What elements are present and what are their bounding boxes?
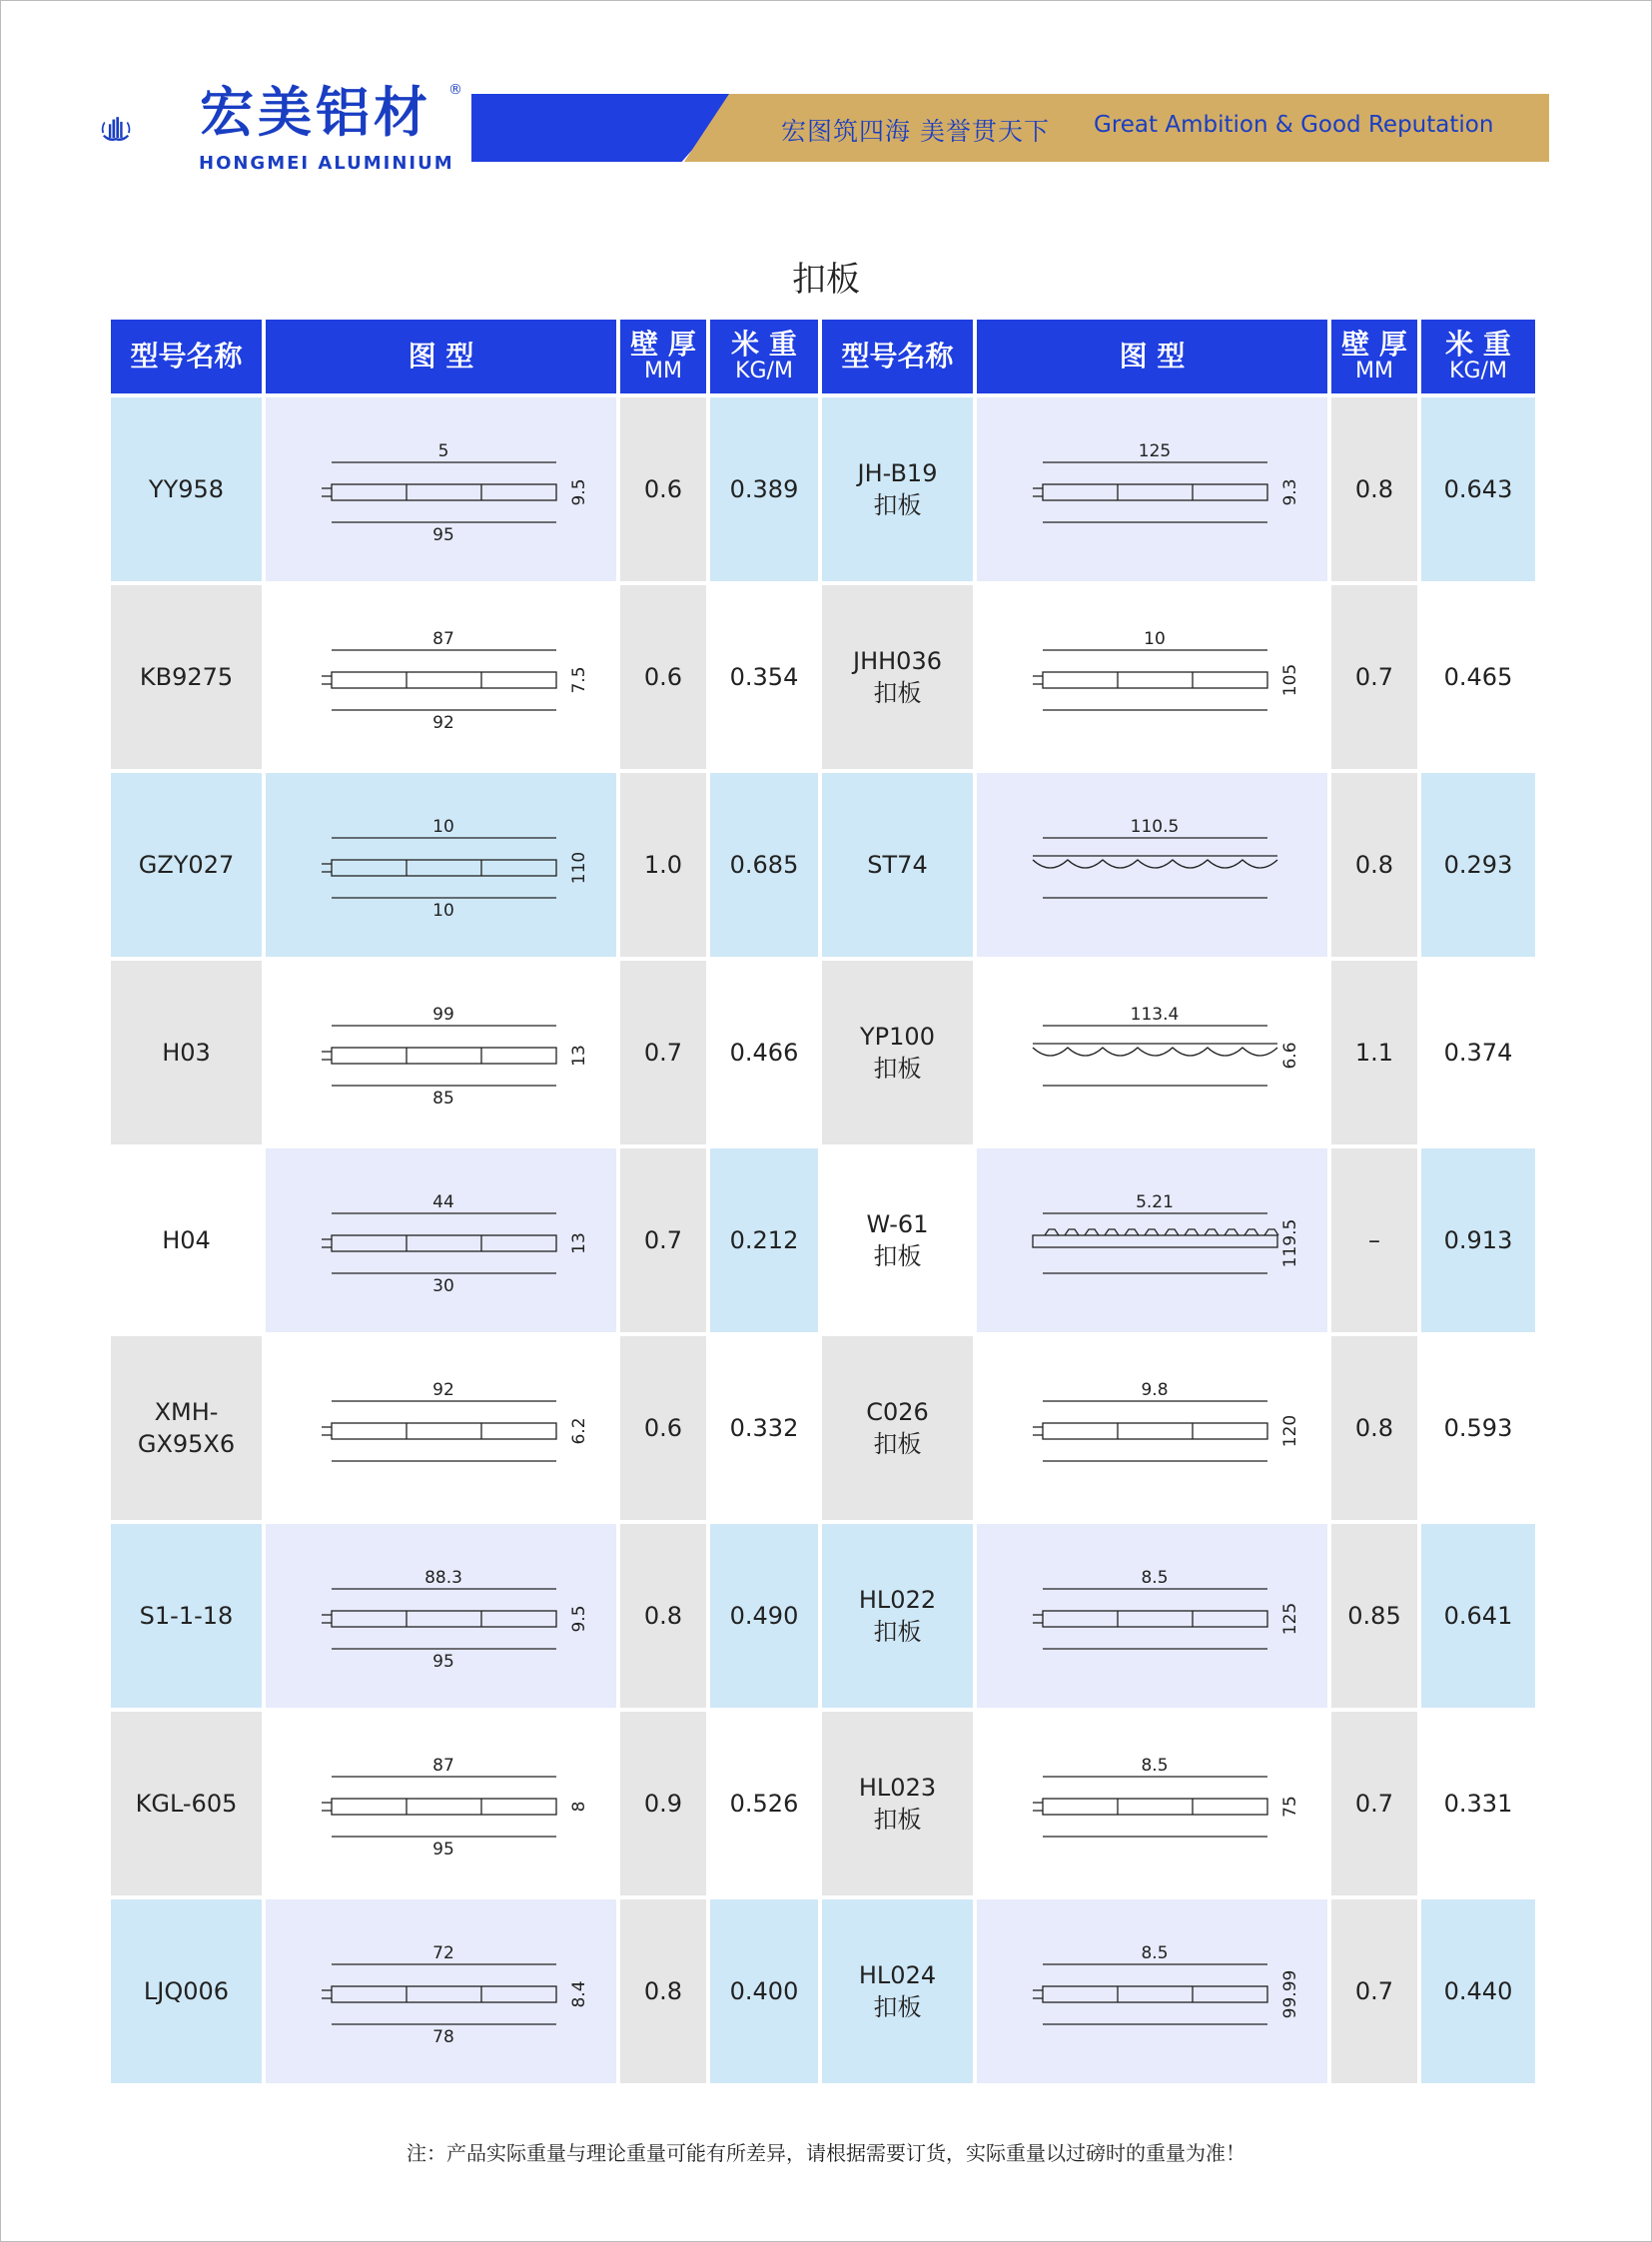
- weight-cell: [1421, 1712, 1539, 1899]
- profile-body: [332, 1423, 556, 1439]
- weight-cell-text: 0.685: [729, 851, 799, 879]
- profile-drawing: [993, 790, 1312, 940]
- dimension-label: 8.5: [1140, 1943, 1169, 1963]
- dimension-label: 125: [1138, 441, 1171, 461]
- profile-rib: [1205, 1229, 1219, 1235]
- weight-cell-text: 0.293: [1443, 851, 1513, 879]
- thickness-cell: [620, 585, 710, 773]
- profile-drawing-cell: [977, 1712, 1331, 1899]
- profile-drawing: [993, 414, 1312, 564]
- profile-body: [1043, 1799, 1267, 1815]
- dimension-label: 110: [568, 851, 589, 885]
- dimension-label: 110.5: [1130, 817, 1179, 837]
- dimension-label: 9.5: [568, 1605, 589, 1633]
- profile-body: [332, 484, 556, 500]
- model-type: 扣板: [873, 1993, 922, 2021]
- profile-drawing-cell: [977, 1148, 1331, 1336]
- profile-rib: [1065, 1229, 1079, 1235]
- profile-drawing: [282, 790, 601, 940]
- thickness-cell: [1331, 585, 1421, 773]
- model-name-cell: [822, 1524, 977, 1712]
- header-figure: 图 型: [977, 320, 1331, 397]
- thickness-cell-text: 0.6: [643, 475, 683, 503]
- header-weight: 米 重 KG/M: [1421, 320, 1539, 397]
- model-name-cell: [111, 1524, 266, 1712]
- thickness-cell-text: 1.1: [1354, 1039, 1394, 1067]
- model-name: XMH-GX95X6: [137, 1397, 236, 1458]
- model-type: 扣板: [873, 1806, 922, 1834]
- weight-cell: [1421, 1148, 1539, 1336]
- model-name-cell: [111, 1148, 266, 1336]
- dimension-label: 8.5: [1140, 1568, 1169, 1588]
- model-name-cell: [822, 1336, 977, 1524]
- profile-drawing-cell: [266, 1148, 620, 1336]
- model-name: W-61: [866, 1209, 929, 1238]
- weight-cell-text: 0.374: [1443, 1039, 1513, 1067]
- model-name: H04: [162, 1225, 211, 1254]
- dimension-label: 10: [431, 901, 454, 921]
- thickness-cell-text: 1.0: [643, 851, 683, 879]
- model-name-cell: [111, 961, 266, 1148]
- model-name-cell: [822, 773, 977, 961]
- thickness-cell: [1331, 1336, 1421, 1524]
- profile-drawing: [993, 1353, 1312, 1503]
- profile-body: [1043, 1986, 1267, 2002]
- weight-cell-text: 0.643: [1443, 475, 1513, 503]
- thickness-cell: [620, 397, 710, 585]
- dimension-label: 119.5: [1279, 1218, 1300, 1268]
- profile-outline: [1033, 860, 1277, 868]
- profile-drawing: [993, 1729, 1312, 1878]
- thickness-cell-text: 0.8: [643, 1977, 683, 2005]
- dimension-label: 9.5: [568, 478, 589, 506]
- dimension-label: 44: [431, 1192, 454, 1212]
- dimension-label: 92: [431, 713, 454, 733]
- thickness-cell: [620, 773, 710, 961]
- model-name: KB9275: [139, 662, 234, 691]
- model-type: 扣板: [873, 1430, 922, 1458]
- weight-cell: [1421, 397, 1539, 585]
- profile-drawing-cell: [977, 397, 1331, 585]
- dimension-label: 30: [431, 1276, 454, 1296]
- dimension-label: 85: [431, 1089, 454, 1109]
- weight-cell-text: 0.466: [729, 1039, 799, 1067]
- profile-outline: [1033, 1048, 1277, 1056]
- model-name-cell: [111, 1899, 266, 2087]
- profile-rib: [1225, 1229, 1239, 1235]
- profile-drawing: [282, 602, 601, 752]
- profile-drawing-cell: [977, 773, 1331, 961]
- weight-cell-text: 0.465: [1443, 663, 1513, 691]
- weight-cell: [1421, 585, 1539, 773]
- profile-drawing-cell: [266, 961, 620, 1148]
- model-name-cell: [822, 961, 977, 1148]
- weight-cell-text: 0.641: [1443, 1602, 1513, 1630]
- dimension-label: 8.4: [568, 1980, 589, 2008]
- weight-cell: [1421, 1524, 1539, 1712]
- model-name: GZY027: [138, 850, 235, 879]
- profile-drawing: [282, 1353, 601, 1503]
- model-name: HL024: [858, 1960, 937, 1989]
- profile-body: [332, 1048, 556, 1064]
- dimension-label: 9.8: [1140, 1380, 1169, 1400]
- profile-drawing: [282, 1916, 601, 2066]
- model-name: H03: [162, 1038, 211, 1067]
- dimension-label: 7.5: [568, 666, 589, 694]
- thickness-cell: [1331, 961, 1421, 1148]
- dimension-label: 95: [431, 525, 454, 545]
- dimension-label: 120: [1279, 1414, 1300, 1448]
- model-type: 扣板: [873, 1055, 922, 1083]
- model-name-cell: [111, 773, 266, 961]
- dimension-label: 6.6: [1279, 1042, 1300, 1070]
- weight-cell: [1421, 1336, 1539, 1524]
- dimension-label: 72: [431, 1943, 454, 1963]
- profile-drawing: [993, 978, 1312, 1127]
- profile-rib: [1145, 1229, 1159, 1235]
- weight-cell: [710, 1524, 822, 1712]
- dimension-label: 125: [1279, 1602, 1300, 1636]
- weight-cell-text: 0.526: [729, 1790, 799, 1818]
- thickness-cell-text: 0.6: [643, 663, 683, 691]
- thickness-cell: [1331, 1712, 1421, 1899]
- dimension-label: 6.2: [568, 1417, 589, 1445]
- weight-cell: [710, 1899, 822, 2087]
- header-model: 型号名称: [822, 320, 977, 397]
- thickness-cell: [1331, 1899, 1421, 2087]
- weight-cell-text: 0.593: [1443, 1414, 1513, 1442]
- model-type: 扣板: [873, 679, 922, 707]
- profile-rib: [1045, 1229, 1059, 1235]
- profile-body: [332, 1611, 556, 1627]
- profile-rib: [1085, 1229, 1099, 1235]
- weight-cell: [710, 1148, 822, 1336]
- profile-drawing: [993, 602, 1312, 752]
- footer-note: 注：产品实际重量与理论重量可能有所差异，请根据需要订货，实际重量以过磅时的重量为准！: [407, 2141, 1245, 2165]
- profile-table: [111, 320, 1539, 2095]
- weight-cell-text: 0.354: [729, 663, 799, 691]
- model-name-cell: [111, 585, 266, 773]
- profile-body: [1033, 1235, 1277, 1247]
- weight-cell-text: 0.331: [1443, 1790, 1513, 1818]
- profile-drawing-cell: [266, 1899, 620, 2087]
- dimension-label: 8.5: [1140, 1756, 1169, 1776]
- model-name: S1-1-18: [139, 1601, 234, 1630]
- slogan-cn: 宏图筑四海 美誉贯天下: [781, 117, 1050, 146]
- registered-mark: ®: [448, 82, 462, 98]
- model-name: JH-B19: [857, 458, 938, 487]
- weight-cell: [1421, 773, 1539, 961]
- weight-cell-text: 0.400: [729, 1977, 799, 2005]
- dimension-label: 99.99: [1279, 1969, 1300, 2019]
- profile-body: [332, 1799, 556, 1815]
- thickness-cell-text: –: [1368, 1226, 1380, 1254]
- dimension-label: 78: [431, 2027, 454, 2047]
- header-thickness: 壁 厚 MM: [1331, 320, 1421, 397]
- thickness-cell-text: 0.8: [643, 1602, 683, 1630]
- profile-drawing-cell: [266, 397, 620, 585]
- model-name: YP100: [860, 1022, 935, 1051]
- dimension-label: 113.4: [1130, 1005, 1179, 1025]
- thickness-cell-text: 0.8: [1354, 851, 1394, 879]
- model-name-cell: [111, 1336, 266, 1524]
- model-type: 扣板: [873, 491, 922, 519]
- profile-body: [332, 672, 556, 688]
- profile-drawing-cell: [266, 773, 620, 961]
- profile-drawing: [993, 1165, 1312, 1315]
- dimension-label: 87: [431, 629, 454, 649]
- profile-drawing: [282, 414, 601, 564]
- profile-rib: [1165, 1229, 1179, 1235]
- thickness-cell-text: 0.7: [1354, 1977, 1394, 2005]
- dimension-label: 105: [1279, 663, 1300, 697]
- weight-cell-text: 0.212: [729, 1226, 799, 1254]
- profile-drawing: [993, 1916, 1312, 2066]
- brand-name-en: HONGMEI ALUMINIUM: [199, 153, 454, 174]
- model-name: C026: [866, 1397, 929, 1426]
- profile-rib: [1185, 1229, 1199, 1235]
- profile-drawing-cell: [977, 1524, 1331, 1712]
- thickness-cell-text: 0.6: [643, 1414, 683, 1442]
- model-name-cell: [111, 397, 266, 585]
- model-name: HL023: [858, 1773, 937, 1802]
- thickness-cell-text: 0.7: [643, 1226, 683, 1254]
- thickness-cell: [620, 1712, 710, 1899]
- dimension-label: 13: [568, 1045, 589, 1067]
- weight-cell-text: 0.440: [1443, 1977, 1513, 2005]
- profile-drawing: [282, 1541, 601, 1691]
- dimension-label: 8: [568, 1801, 589, 1813]
- thickness-cell-text: 0.7: [1354, 1790, 1394, 1818]
- dimension-label: 88.3: [423, 1568, 462, 1588]
- dimension-label: 92: [431, 1380, 454, 1400]
- header-thickness: 壁 厚 MM: [620, 320, 710, 397]
- thickness-cell-text: 0.85: [1347, 1602, 1401, 1630]
- model-name-cell: [822, 1148, 977, 1336]
- thickness-cell-text: 0.7: [643, 1039, 683, 1067]
- model-name: HL022: [858, 1585, 937, 1614]
- header-model: 型号名称: [111, 320, 266, 397]
- model-name-cell: [822, 585, 977, 773]
- dimension-label: 5.21: [1135, 1192, 1174, 1212]
- profile-drawing-cell: [266, 585, 620, 773]
- model-name-cell: [822, 1712, 977, 1899]
- header-weight: 米 重 KG/M: [710, 320, 822, 397]
- weight-cell: [1421, 961, 1539, 1148]
- thickness-cell-text: 0.9: [643, 1790, 683, 1818]
- profile-body: [1043, 672, 1267, 688]
- profile-body: [1043, 1611, 1267, 1627]
- thickness-cell: [1331, 773, 1421, 961]
- thickness-cell: [620, 961, 710, 1148]
- model-name-cell: [111, 1712, 266, 1899]
- dimension-label: 5: [437, 441, 448, 461]
- thickness-cell: [620, 1148, 710, 1336]
- thickness-cell: [620, 1899, 710, 2087]
- weight-cell-text: 0.332: [729, 1414, 799, 1442]
- thickness-cell: [620, 1524, 710, 1712]
- profile-drawing-cell: [977, 1899, 1331, 2087]
- weight-cell: [710, 585, 822, 773]
- model-type: 扣板: [873, 1242, 922, 1270]
- thickness-cell: [620, 1336, 710, 1524]
- profile-drawing-cell: [266, 1524, 620, 1712]
- weight-cell-text: 0.913: [1443, 1226, 1513, 1254]
- weight-cell-text: 0.389: [729, 475, 799, 503]
- profile-drawing-cell: [266, 1712, 620, 1899]
- profile-rib: [1244, 1229, 1258, 1235]
- thickness-cell: [1331, 1524, 1421, 1712]
- profile-body: [332, 860, 556, 876]
- header-figure: 图 型: [266, 320, 620, 397]
- model-name: KGL-605: [135, 1789, 238, 1818]
- profile-body: [332, 1235, 556, 1251]
- dimension-label: 99: [431, 1005, 454, 1025]
- weight-cell: [710, 961, 822, 1148]
- profile-drawing-cell: [266, 1336, 620, 1524]
- weight-cell: [710, 1336, 822, 1524]
- dimension-label: 13: [568, 1232, 589, 1254]
- model-name-cell: [822, 397, 977, 585]
- thickness-cell-text: 0.8: [1354, 475, 1394, 503]
- model-type: 扣板: [873, 1618, 922, 1646]
- weight-cell: [710, 773, 822, 961]
- profile-body: [332, 1986, 556, 2002]
- profile-drawing-cell: [977, 961, 1331, 1148]
- profile-body: [1043, 484, 1267, 500]
- profile-drawing: [282, 978, 601, 1127]
- dimension-label: 10: [431, 817, 454, 837]
- profile-body: [1043, 1423, 1267, 1439]
- profile-drawing: [993, 1541, 1312, 1691]
- weight-cell: [710, 397, 822, 585]
- profile-rib: [1264, 1229, 1278, 1235]
- dimension-label: 95: [431, 1652, 454, 1672]
- model-name: JHH036: [853, 646, 942, 675]
- profile-drawing: [282, 1729, 601, 1878]
- model-name: YY958: [148, 474, 225, 503]
- weight-cell-text: 0.490: [729, 1602, 799, 1630]
- profile-drawing-cell: [977, 1336, 1331, 1524]
- profile-drawing: [282, 1165, 601, 1315]
- dimension-label: 87: [431, 1756, 454, 1776]
- page-title: 扣板: [792, 260, 860, 300]
- model-name: LJQ006: [143, 1976, 230, 2005]
- brand-logo-icon: [100, 82, 210, 177]
- thickness-cell: [1331, 397, 1421, 585]
- profile-rib: [1125, 1229, 1139, 1235]
- thickness-cell: [1331, 1148, 1421, 1336]
- dimension-label: 9.3: [1279, 478, 1300, 506]
- weight-cell: [1421, 1899, 1539, 2087]
- dimension-label: 10: [1143, 629, 1166, 649]
- model-name-cell: [822, 1899, 977, 2087]
- thickness-cell-text: 0.8: [1354, 1414, 1394, 1442]
- profile-drawing-cell: [977, 585, 1331, 773]
- dimension-label: 95: [431, 1840, 454, 1860]
- profile-rib: [1105, 1229, 1119, 1235]
- dimension-label: 75: [1279, 1796, 1300, 1818]
- weight-cell: [710, 1712, 822, 1899]
- thickness-cell-text: 0.7: [1354, 663, 1394, 691]
- model-name: ST74: [867, 850, 928, 879]
- brand-name-cn: 宏美铝材: [200, 81, 431, 144]
- slogan-en: Great Ambition & Good Reputation: [1094, 112, 1494, 138]
